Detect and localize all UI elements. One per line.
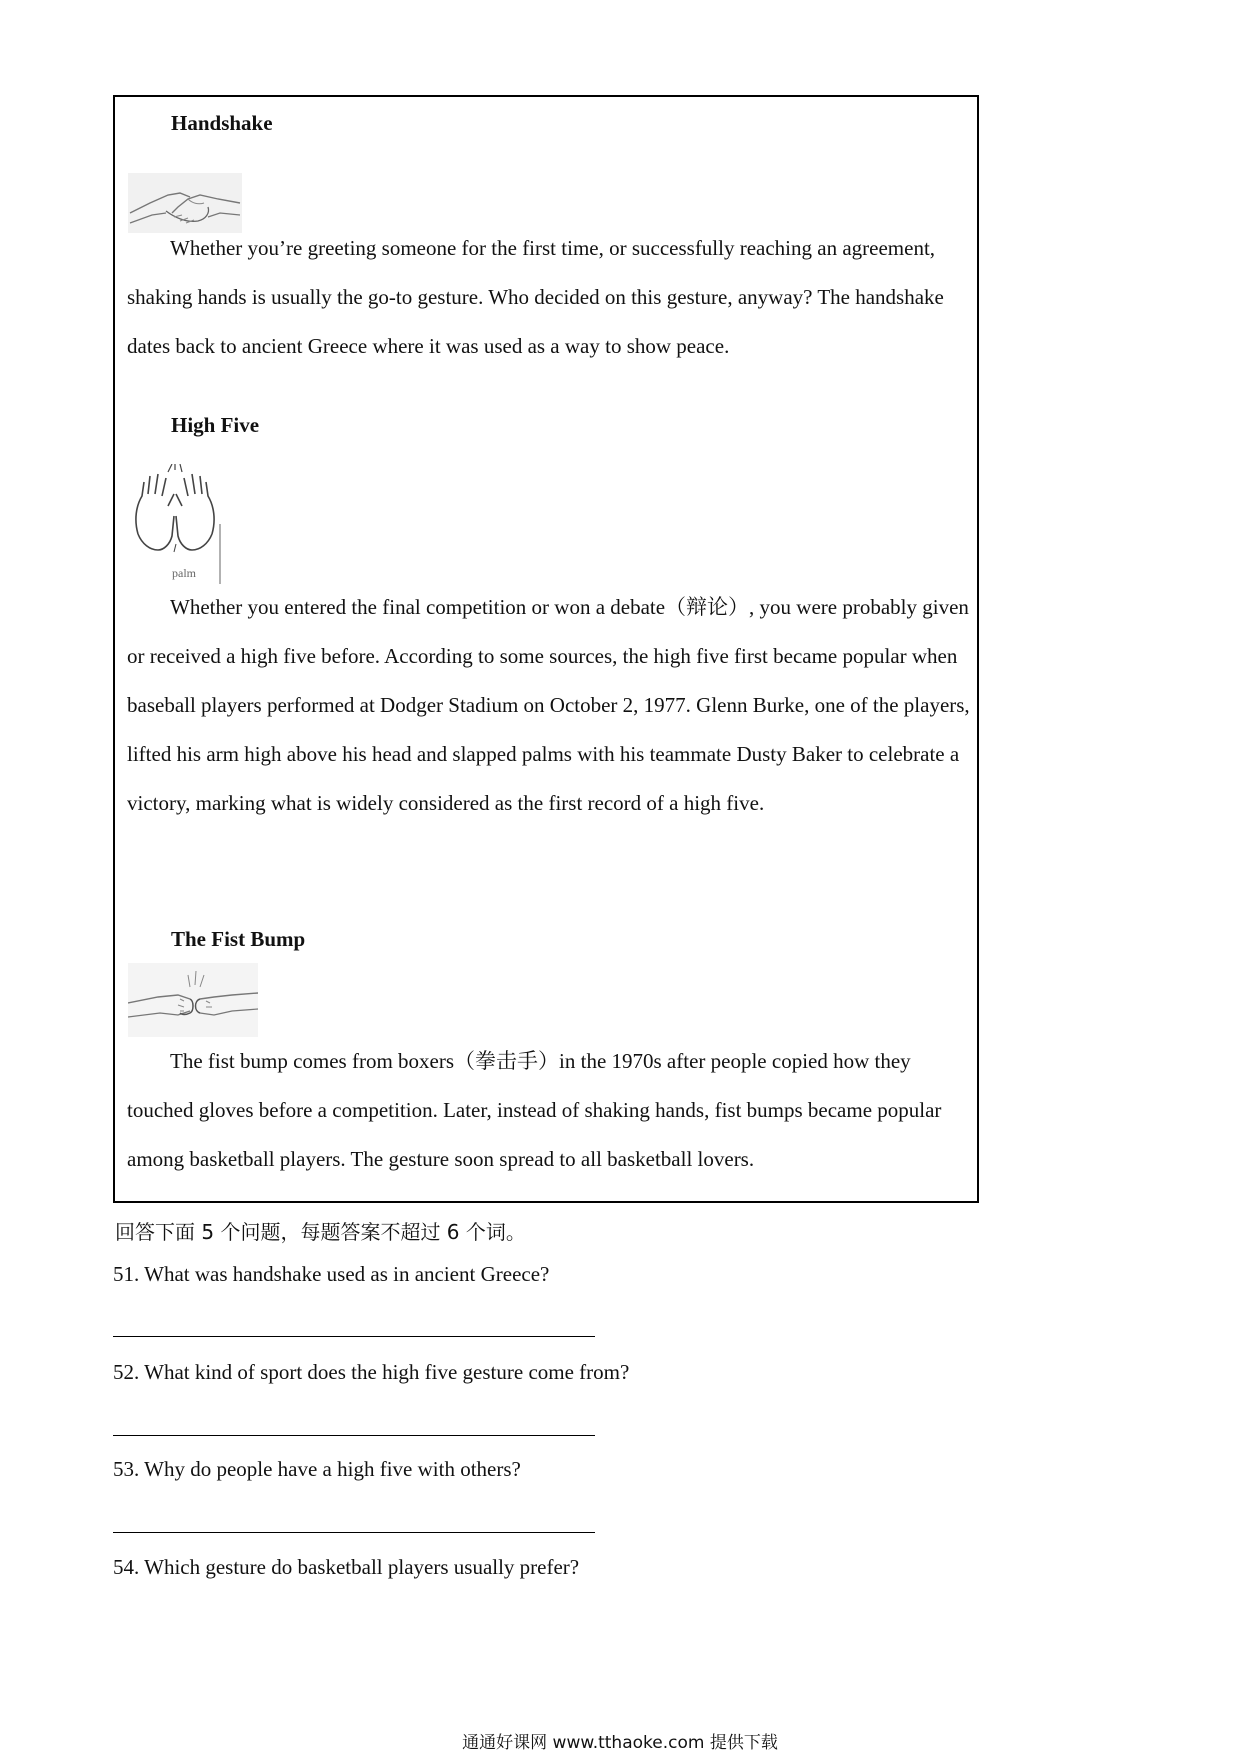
fist-bump-paragraph: The fist bump comes from boxers（拳击手）in the 1970s after people copied how they touched gloves before a competition. Later, instead of shaking hands, fist bumps became popular among basketball players. The gesture soon spread to all basketball lovers. <box>127 1049 942 1171</box>
answer-line-53[interactable] <box>113 1532 595 1533</box>
high-five-heading: High Five <box>171 413 260 437</box>
high-five-paragraph: Whether you entered the final competition or won a debate（辩论）, you were probably given or received a high five before. According to some sources, the high five first became popular when baseball players performed at Dodger Stadium on October 2, 1977. Glenn Burke, one of the players, lifted his arm high above his head and slapped palms with his teammate Dusty Baker to celebrate a victory, marking what is widely considered as the first record of a high five. <box>127 595 970 815</box>
palm-label: palm <box>172 566 196 580</box>
question-52: 52. What kind of sport does the high five gesture come from? <box>113 1360 630 1384</box>
fist-bump-illustration-icon <box>128 963 258 1037</box>
answer-line-52[interactable] <box>113 1435 595 1436</box>
answer-line-51[interactable] <box>113 1336 595 1337</box>
question-53: 53. Why do people have a high five with others? <box>113 1457 521 1481</box>
page-footer: 通通好课网 www.tthaoke.com 提供下载 <box>462 1733 778 1753</box>
question-54: 54. Which gesture do basketball players usually prefer? <box>113 1555 580 1579</box>
fist-bump-heading: The Fist Bump <box>171 927 306 951</box>
handshake-paragraph: Whether you’re greeting someone for the first time, or successfully reaching an agreement, shaking hands is usually the go-to gesture. Who decided on this gesture, anyway? The handshake dates back to ancient Greece where it was used as a way to show peace. <box>127 236 944 358</box>
instruction-text: 回答下面 5 个问题，每题答案不超过 6 个词。 <box>115 1220 526 1244</box>
handshake-heading: Handshake <box>171 111 273 135</box>
high-five-illustration <box>128 464 222 586</box>
question-51: 51. What was handshake used as in ancient Greece? <box>113 1262 550 1286</box>
reading-passage-box <box>113 95 979 1203</box>
